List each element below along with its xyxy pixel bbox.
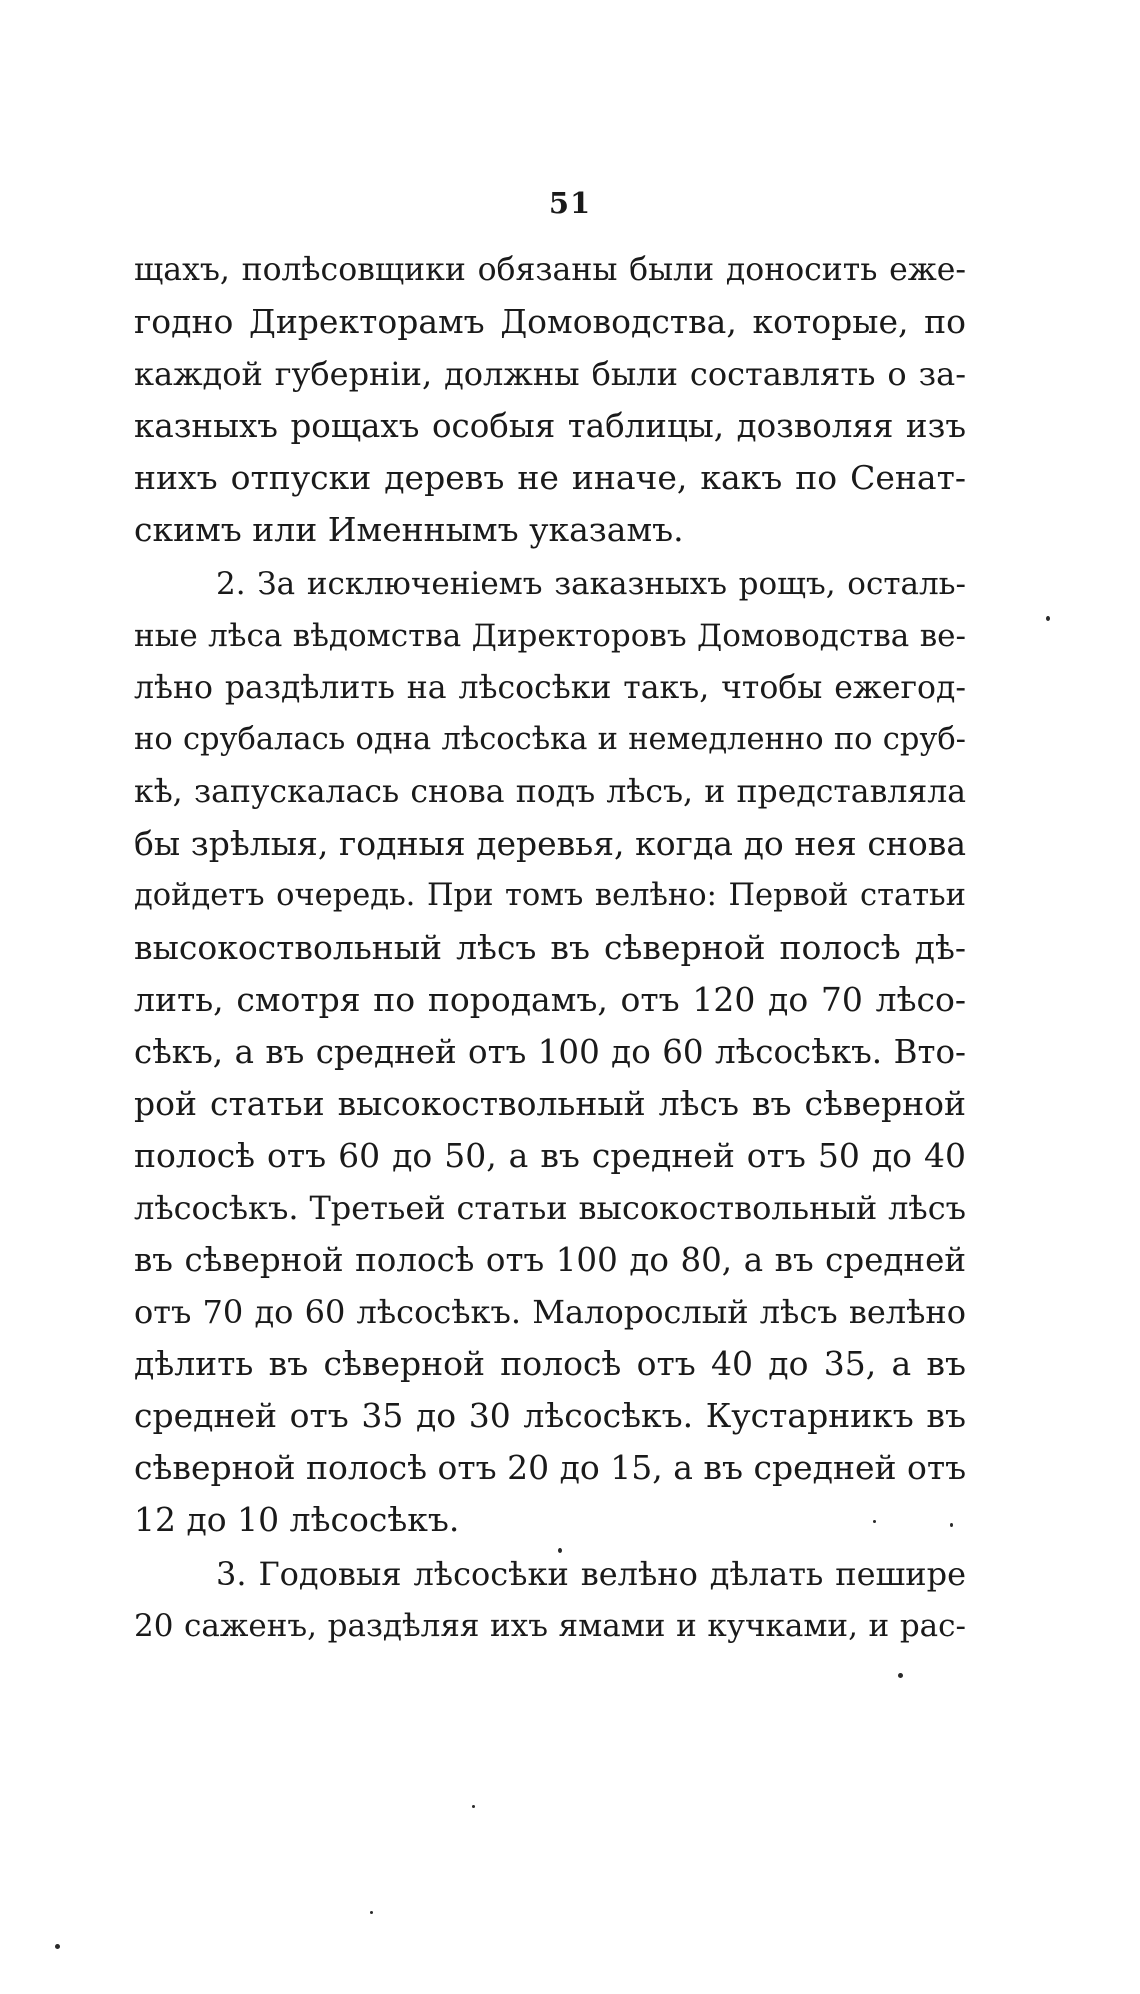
scan-speck <box>1046 616 1050 621</box>
scan-speck <box>873 1520 876 1523</box>
text-line: нихъ отпуски деревъ не иначе, какъ по Сенат- <box>134 458 966 497</box>
body-text <box>134 244 966 1652</box>
scan-speck <box>558 1548 562 1553</box>
text-line: скимъ или Именнымъ указамъ. <box>134 510 684 549</box>
text-line: кѣ, запускалась снова подъ лѣсъ, и представляла <box>134 774 966 810</box>
text-line: сѣкъ, а въ средней отъ 100 до 60 лѣсосѣкъ. Вто- <box>134 1033 966 1071</box>
text-line: средней отъ 35 до 30 лѣсосѣкъ. Кустарникъ въ <box>134 1396 966 1435</box>
text-line: годно Директорамъ Домоводства, которые, по <box>134 302 966 341</box>
text-line: лѣно раздѣлить на лѣсосѣки такъ, чтобы ежегод- <box>134 670 966 706</box>
paragraph-item-3 <box>134 1548 966 1652</box>
text-line: 2. За исключеніемъ заказныхъ рощъ, осталь- <box>216 566 966 602</box>
text-line: но срубалась одна лѣсосѣка и немедленно по сруб- <box>134 722 966 757</box>
page-number: 51 <box>548 186 592 220</box>
text-line: рой статьи высокоствольный лѣсъ въ сѣверной <box>134 1084 966 1123</box>
scan-speck <box>55 1944 60 1949</box>
text-line: полосѣ отъ 60 до 50, а въ средней отъ 50 до 40 <box>134 1136 966 1175</box>
scan-speck <box>472 1805 475 1808</box>
text-line: въ сѣверной полосѣ отъ 100 до 80, а въ средней <box>134 1241 966 1279</box>
text-line: 12 до 10 лѣсосѣкъ. <box>134 1500 460 1539</box>
text-line: казныхъ рощахъ особыя таблицы, дозволяя изъ <box>134 407 966 445</box>
text-line: бы зрѣлыя, годныя деревья, когда до нея снова <box>134 824 966 863</box>
text-line: 20 саженъ, раздѣляя ихъ ямами и кучками, и рас- <box>134 1608 966 1644</box>
scan-speck <box>370 1911 373 1914</box>
text-line: ные лѣса вѣдомства Директоровъ Домоводства ве- <box>134 618 966 654</box>
text-line: щахъ, полѣсовщики обязаны были доносить еже- <box>134 252 966 288</box>
scan-speck <box>950 1523 953 1527</box>
text-line: дѣлить въ сѣверной полосѣ отъ 40 до 35, а въ <box>134 1344 966 1383</box>
scan-speck <box>898 1673 903 1678</box>
text-line: сѣверной полосѣ отъ 20 до 15, а въ средней отъ <box>134 1448 967 1487</box>
paragraph-continuation <box>134 244 966 556</box>
text-line: отъ 70 до 60 лѣсосѣкъ. Малорослый лѣсъ велѣно <box>134 1293 966 1331</box>
text-line: высокоствольный лѣсъ въ сѣверной полосѣ дѣ- <box>134 928 966 967</box>
text-line: лѣсосѣкъ. Третьей статьи высокоствольный лѣсъ <box>134 1189 966 1227</box>
text-line: лить, смотря по породамъ, отъ 120 до 70 лѣсо- <box>134 980 966 1019</box>
paragraph-item-2 <box>134 558 966 1546</box>
text-line: каждой губерніи, должны были составлять о за- <box>134 355 966 393</box>
text-line: дойдетъ очередь. При томъ велѣно: Первой статьи <box>134 878 966 913</box>
text-line: 3. Годовыя лѣсосѣки велѣно дѣлать пешире <box>216 1555 966 1593</box>
